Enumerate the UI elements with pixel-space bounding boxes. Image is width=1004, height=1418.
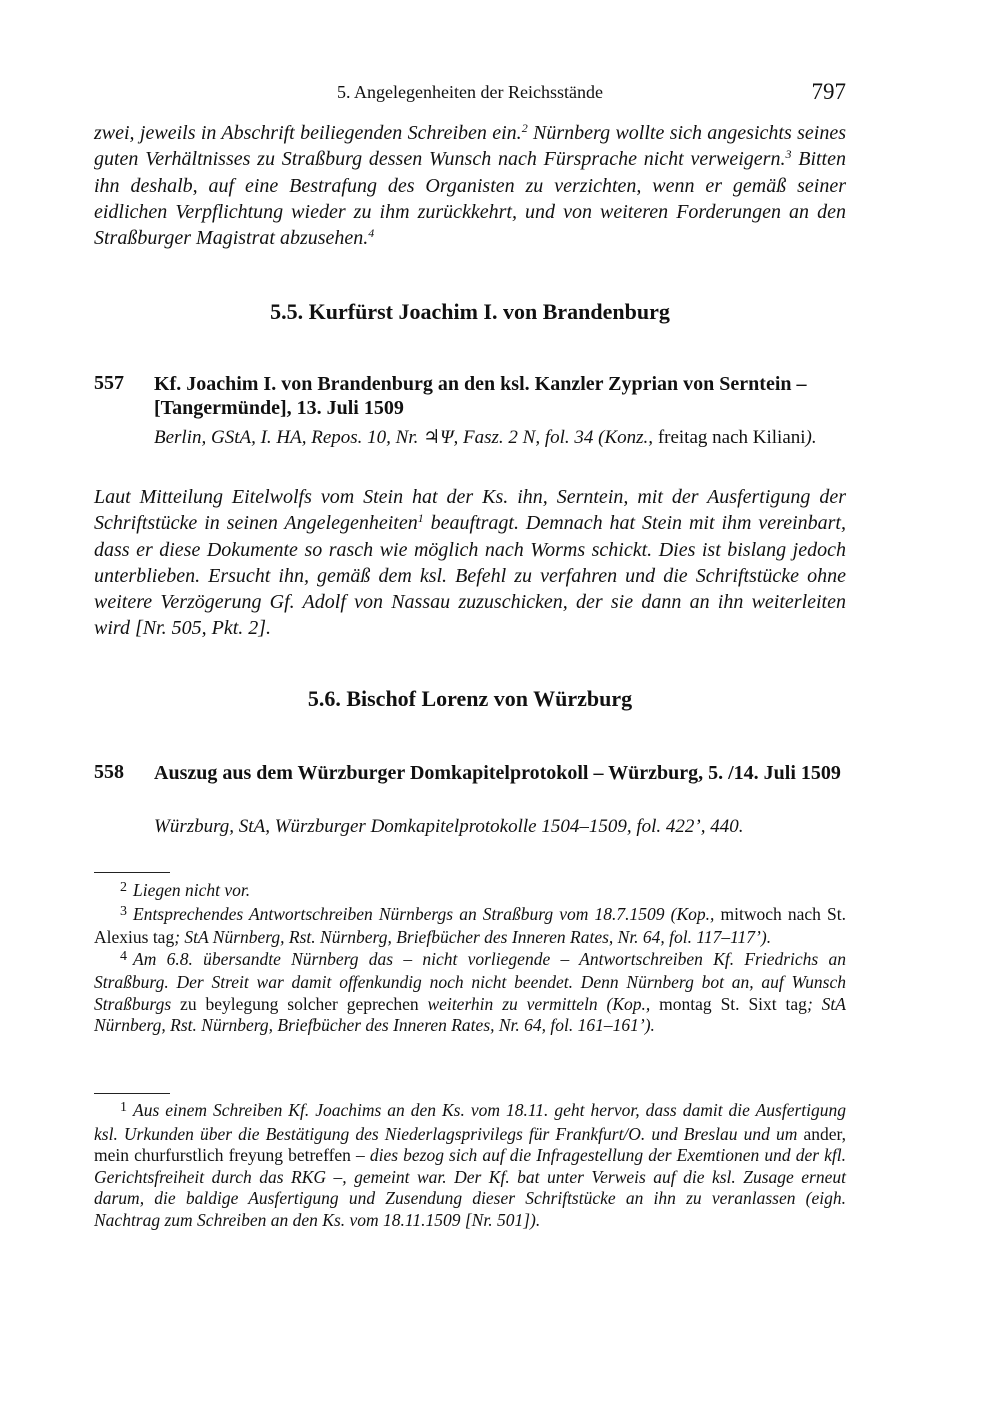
footnote-list xyxy=(94,1100,846,1231)
footnote-list xyxy=(94,880,846,1037)
page-number: 797 xyxy=(811,79,846,104)
footnote-ref[interactable]: 1 xyxy=(417,511,424,526)
footnote: $^2$ Liegen nicht vor. xyxy=(120,880,251,900)
entry-source: Berlin, GStA, I. HA, Repos. 10, Nr. ♃Ψ, Fasz. 2 N, fol. 34 (Konz., freitag nach Kiliani). xyxy=(154,427,817,448)
entry-number: 558 xyxy=(94,761,124,783)
footnote-ref[interactable]: 3 xyxy=(785,147,792,162)
section-heading: 5.6. Bischof Lorenz von Würzburg xyxy=(307,686,633,711)
section-heading: 5.5. Kurfürst Joachim I. von Brandenburg xyxy=(270,299,670,324)
intro-paragraph: zwei, jeweils in Abschrift beiliegenden Schreiben ein.$^2$ Nürnberg wollte sich angesichts seines guten Verhältnisses zu Straßburg dessen Wunsch nach Fürsprache nicht verweigern.$^3$ Bitten ihn deshalb, auf eine Bestrafung des Organisten zu verzichten, wenn er gemäß seiner eidlichen Verpflichtung wieder zu ihm zurückkehrt, und von weiteren Forderungen an den Straßburger Magistrat abzusehen.$^4$ xyxy=(94,121,846,250)
entry-title: Kf. Joachim I. von Brandenburg an den ksl. Kanzler Zyprian von Serntein – [Tangermünde], 13. Juli 1509 xyxy=(154,373,807,419)
entry-summary: Laut Mitteilung Eitelwolfs vom Stein hat der Ks. ihn, Serntein, mit der Ausfertigung der Schriftstücke in seinen Angelegenheiten$^1$ beauftragt. Demnach hat Stein mit ihm vereinbart, dass er diese Dokumente so rasch wie möglich nach Worms schickt. Dies ist bislang jedoch unterblieben. Ersucht ihn, gemäß dem ksl. Befehl zu verfahren und die Schriftstücke ohne weitere Verzögerung Gf. Adolf von Nassau zuzuschicken, der sie dann an ihn weiterleiten wird [Nr. 505, Pkt. 2]. xyxy=(94,486,846,640)
footnote-divider xyxy=(94,872,170,873)
entry-source: Würzburg, StA, Würzburger Domkapitelprotokolle 1504–1509, fol. 422’, 440. xyxy=(154,816,744,837)
footnote-ref[interactable]: 4 xyxy=(368,226,375,241)
running-title: 5. Angelegenheiten der Reichsstände xyxy=(337,82,603,102)
entry-title: Auszug aus dem Würzburger Domkapitelprotokoll – Würzburg, 5. /14. Juli 1509 xyxy=(154,762,841,784)
footnote: $^3$ Entsprechendes Antwortschreiben Nürnbergs an Straßburg vom 18.7.1509 (Kop., mitwoch nach St. Alexius tag; StA Nürnberg, Rst. Nürnberg, Briefbücher des Inneren Rates, Nr. 64, fol. 117–117’). xyxy=(94,903,846,947)
footnote: $^1$ Aus einem Schreiben Kf. Joachims an den Ks. vom 18.11. geht hervor, dass damit die Ausfertigung ksl. Urkunden über die Bestätigung des Niederlagsprivilegs für Frankfurt/O. und Breslau und um ander, mein churfurstlich freyung betreffen – dies bezog sich auf die Infragestellung der Exemtionen und der kfl. Gerichtsfreiheit durch das RKG –, gemeint war. Der Kf. bat unter Verweis auf die ksl. Zusage erneut darum, die baldige Ausfertigung und Zusendung dieser Schriftstücke an ihn zu veranlassen (eigh. Nachtrag zum Schreiben an den Ks. vom 18.11.1509 [Nr. 501]). xyxy=(94,1100,846,1230)
entry-number: 557 xyxy=(94,372,124,394)
footnote: $^4$ Am 6.8. übersandte Nürnberg das – nicht vorliegende – Antwortschreiben Kf. Friedrichs an Straßburg. Der Streit war damit offenkundig noch nicht beendet. Denn Nürnberg bot an, auf Wunsch Straßburgs zu beylegung solcher geprechen weiterhin zu vermitteln (Kop., montag St. Sixt tag; StA Nürnberg, Rst. Nürnberg, Briefbücher des Inneren Rates, Nr. 64, fol. 161–161’). xyxy=(94,948,846,1035)
footnote-ref[interactable]: 2 xyxy=(521,121,528,135)
footnote-divider xyxy=(94,1093,170,1094)
